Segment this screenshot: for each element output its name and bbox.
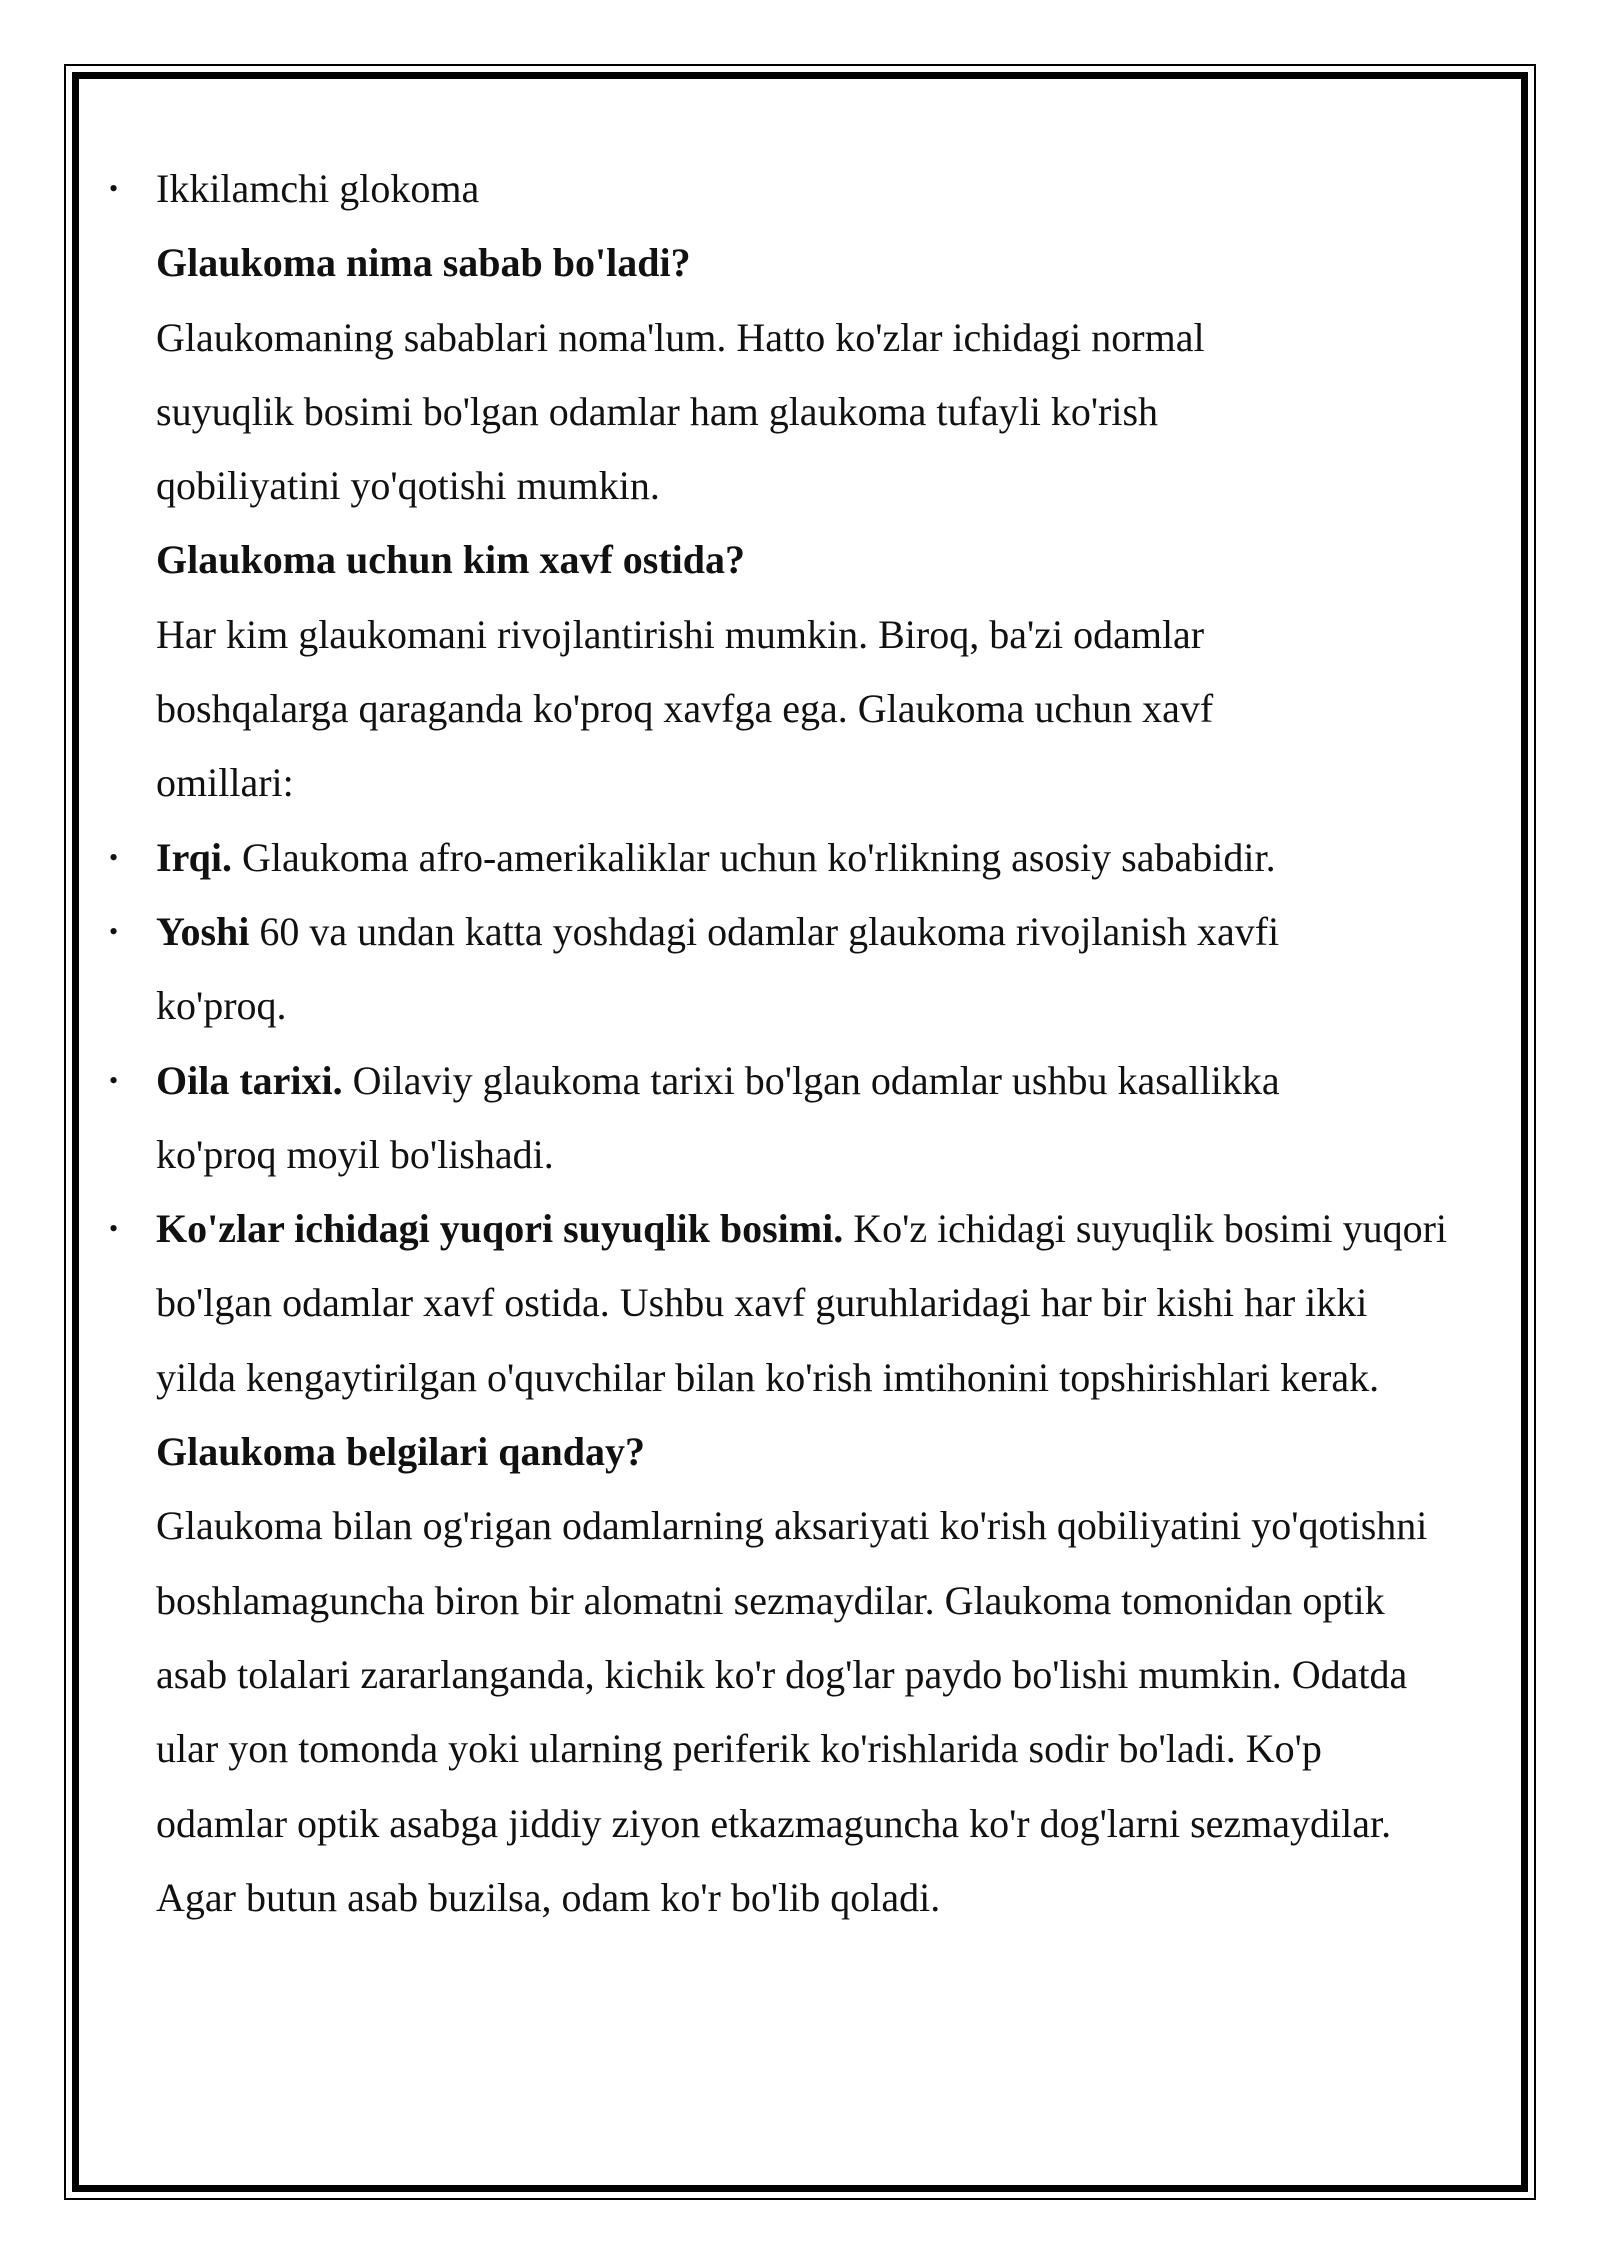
section-heading: Glaukoma nima sabab bo'ladi? (156, 240, 691, 286)
list-item-term: Irqi. (156, 834, 232, 880)
list-item-text: Oilaviy glaukoma tarixi bo'lgan odamlar ushbu kasallikka ko'proq moyil bo'lishadi. (156, 1057, 1280, 1177)
list-item-text: Ko'z ichidagi suyuqlik bosimi yuqori bo'lgan odamlar xavf ostida. Ushbu xavf guruhlaridagi har bir kishi har ikki yilda kengaytirilgan o'quvchilar bilan ko'rish imtihonini topshirishlari kerak. (156, 1206, 1448, 1400)
paragraph: Har kim glaukomani rivojlantirishi mumkin. Biroq, ba'zi odamlar boshqalarga qaraganda ko'proq xavfga ega. Glaukoma uchun xavf omillari: (156, 611, 1214, 806)
list-item (109, 895, 1406, 1044)
section-heading: Glaukoma uchun kim xavf ostida? (156, 537, 746, 583)
paragraph: Glaukoma bilan og'rigan odamlarning aksariyati ko'rish qobiliyatini yo'qotishni boshlamaguncha biron bir alomatni sezmaydilar. Glaukoma tomonidan optik asab tolalari zararlanganda, kichik ko'r dog'lar paydo bo'lishi mumkin. Odatda ular yon tomonda yoki ularning periferik ko'rishlarida sodir bo'ladi. Ko'p odamlar optik asabga jiddiy ziyon etkazmaguncha ko'r dog'larni sezmaydilar. Agar butun asab buzilsa, odam ko'r bo'lib qoladi. (156, 1503, 1428, 1920)
list-item (109, 1192, 1456, 1415)
section-heading: Glaukoma belgilari qanday? (156, 1429, 645, 1475)
paragraph: Glaukomaning sabablari noma'lum. Hatto ko'zlar ichidagi normal suyuqlik bosimi bo'lgan odamlar ham glaukoma tufayli ko'rish qobiliyatini yo'qotishi mumkin. (156, 314, 1205, 509)
bullet-icon: • (109, 1065, 119, 1095)
list-item-term: Yoshi (156, 908, 250, 954)
list-item-term: Oila tarixi. (156, 1057, 343, 1103)
bullet-icon: • (109, 1214, 119, 1244)
list-item-text: Glaukoma afro-amerikaliklar uchun ko'rlikning asosiy sababidir. (231, 834, 1276, 880)
bullet-icon: • (109, 842, 119, 872)
list-item (109, 1044, 1406, 1193)
list-item-text: Ikkilamchi glokoma (156, 166, 480, 211)
bullet-icon: • (109, 916, 119, 946)
list-item-text: 60 va undan katta yoshdagi odamlar glaukoma rivojlanish xavfi ko'proq. (156, 908, 1280, 1029)
document-body (109, 152, 1456, 1935)
bullet-icon: • (109, 174, 119, 203)
list-item-term: Ko'zlar ichidagi yuqori suyuqlik bosimi. (156, 1206, 844, 1252)
list-item (109, 152, 1456, 226)
list-item (109, 821, 1446, 895)
